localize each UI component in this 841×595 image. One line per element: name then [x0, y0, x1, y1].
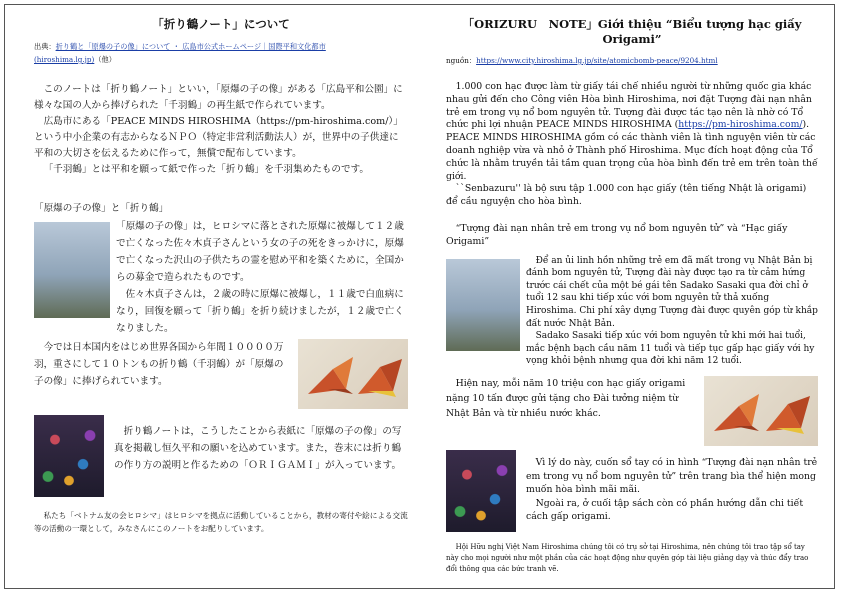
senbazuru-photo [446, 450, 516, 532]
children-monument-photo [34, 222, 110, 318]
intro-paragraph-a: このノートは「折り鶴ノート」といい，「原爆の子の像」がある「広島平和公園」に様々な国の人から捧げられた「千羽鶴」の再生紙で作られています。 [34, 84, 403, 111]
source-link-2[interactable]: (hiroshima.lg.jp) [34, 55, 95, 64]
senbazuru-photo [34, 415, 104, 497]
japanese-source [34, 40, 408, 66]
vietnamese-source [446, 54, 818, 67]
vietnamese-column [446, 10, 818, 585]
japanese-subheading: 「原爆の子の像」と「折り鶴」 [34, 203, 169, 214]
intro-paragraph-c: 「千羽鶴」とは平和を願って紙で作った「折り鶴」を千羽集めたものです。 [43, 164, 370, 175]
japanese-column [34, 10, 408, 585]
pm-hiroshima-link[interactable]: https://pm-hiroshima.com/ [678, 119, 803, 131]
vi-cranes-paragraph: Hiện nay, mỗi năm 10 triệu con hạc giấy origami nặng 10 tấn được gửi tặng cho Đài tưởng niệm từ Nhật Bản và từ nhiều nước khác. [446, 377, 686, 419]
source-label: 出典： [34, 42, 56, 51]
vi-monument-paragraph-a: Để an ủi linh hồn những trẻ em đã mất trong vụ Nhật Bản bị đánh bom nguyên tử, Tượng đài này được tạo ra từ cảm hứng trước cái chết của một bé gái tên Sadako Sasaki qua đời chỉ ở tuổi 12 sau khi tiếp xúc với bom nguyên tử thả xuống Hiroshima. Chi phí xây dựng Tượng đài được quyên góp từ khắp đất nước Nhật Bản. [526, 255, 818, 329]
monument-paragraph-b: 佐々木貞子さんは，２歳の時に原爆に被爆し，１１歳で白血病になり，回復を願って「折り鶴」を折り続けましたが，１２歳で亡くなりました。 [116, 289, 404, 334]
vi-senbazuru-paragraph: ``Senbazuru'' là bộ sưu tập 1.000 con hạc giấy (tên tiếng Nhật là origami) để cầu nguyện cho hòa bình. [446, 183, 807, 208]
vietnamese-title: 「ORIZURU NOTE」Giới thiệu “Biểu tượng hạc giấy Origami” [462, 17, 802, 46]
source-suffix: （他） [94, 55, 116, 64]
vi-intro-paragraph [446, 81, 818, 183]
vi-intro-text-b: ). PEACE MINDS HIROSHIMA gồm có các thành viên là tình nguyện viên từ các doanh nghiệp vừa và nhỏ ở Thành phố Hiroshima. Mục đích hoạt động của Tổ chức là nhằm truyền tải tầm quan trọng của hòa bình đến trẻ em trên toàn thế giới. [446, 119, 818, 182]
vietnamese-footer: Hội Hữu nghị Việt Nam Hiroshima chúng tôi có trụ sở tại Hiroshima, nên chúng tôi trao tập sổ tay này cho mọi người như một phần của các hoạt động như quyên góp tài liệu giảng dạy và thúc đẩy trao đổi thông qua các bức tranh vẽ. [446, 542, 809, 573]
monument-paragraph-a: 「原爆の子の像」は，ヒロシマに落とされた原爆に被爆して１２歳で亡くなった佐々木貞子さんという女の子の死をきっかけに，原爆で亡くなった沢山の子供たちの霊を慰め平和を築くために，全国からの募金で造られたものです。 [116, 221, 404, 283]
source-label: nguồn： [446, 56, 477, 65]
paper-cranes-photo [298, 339, 408, 409]
vi-subheading: “Tượng đài nạn nhân trẻ em trong vụ nổ bom nguyên tử” và “Hạc giấy Origami” [446, 222, 788, 247]
japanese-title: 「折り鶴ノート」について [152, 17, 290, 31]
vi-monument-paragraph-b: Sadako Sasaki tiếp xúc với bom nguyên tử khi mới hai tuổi, mắc bệnh bạch cầu năm 11 tuổi và tiếp tục gấp hạc giấy với hy vọng khỏi bệnh nhưng qua đời khi năm 12 tuổi. [526, 331, 815, 367]
japanese-footer: 私たち「ベトナム友の会ヒロシマ」はヒロシマを拠点に活動していることから，教材の寄付や絵による交流等の活動の一環として，みなさんにこのノートをお配りしています。 [34, 511, 408, 533]
cranes-paragraph: 今では日本国内をはじめ世界各国から年間１００００万羽，重さにして１０トンもの折り鶴（千羽鶴）が「原爆の子の像」に捧げられています。 [34, 342, 284, 387]
source-link-1[interactable]: 折り鶴と「原爆の子の像」について ・ 広島市公式ホームページ｜国際平和文化都市 [55, 42, 326, 51]
crane-icon [704, 376, 818, 446]
vi-note-paragraph-b: Ngoài ra, ở cuối tập sách còn có phần hướng dẫn chi tiết cách gấp origami. [526, 497, 804, 523]
vi-note-paragraph-a: Vì lý do này, cuốn sổ tay có in hình “Tượng đài nạn nhân trẻ em trong vụ nổ bom nguyên tử” trên trang bìa thể hiện mong muốn hòa bình mãi mãi. [526, 456, 818, 496]
crane-icon [298, 339, 408, 409]
paper-cranes-photo [704, 376, 818, 446]
children-monument-photo [446, 259, 520, 351]
source-link[interactable]: https://www.city.hiroshima.lg.jp/site/atomicbomb-peace/9204.html [476, 56, 718, 65]
note-paragraph: 折り鶴ノートは，こうしたことから表紙に「原爆の子の像」の写真を掲載し恒久平和の願いを込めています。また，巻末には折り鶴の作り方の説明と作るための「ＯＲＩＧＡＭＩ」が入っています。 [114, 426, 402, 471]
intro-paragraph-b: 広島市にある「PEACE MINDS HIROSHIMA（https://pm-hiroshima.com/）」という中小企業の有志からなるＮＰＯ（特定非営利活動法人）が，世界中の子供達に平和の大切さを伝えるために作って，無償で配布しています。 [34, 116, 403, 159]
vi-intro-text-a: 1.000 con hạc được làm từ giấy tái chế nhiều người từ những quốc gia khác nhau gửi đến cho Công viên Hòa bình Hiroshima, nơi đặt Tượng đài nạn nhân trẻ em trong vụ nổ bom nguyên tử. Tượng đài được tác tạo nên là nhờ có Tổ chức phi lợi nhuận PEACE MINDS HIROSHIMA ( [446, 81, 812, 131]
